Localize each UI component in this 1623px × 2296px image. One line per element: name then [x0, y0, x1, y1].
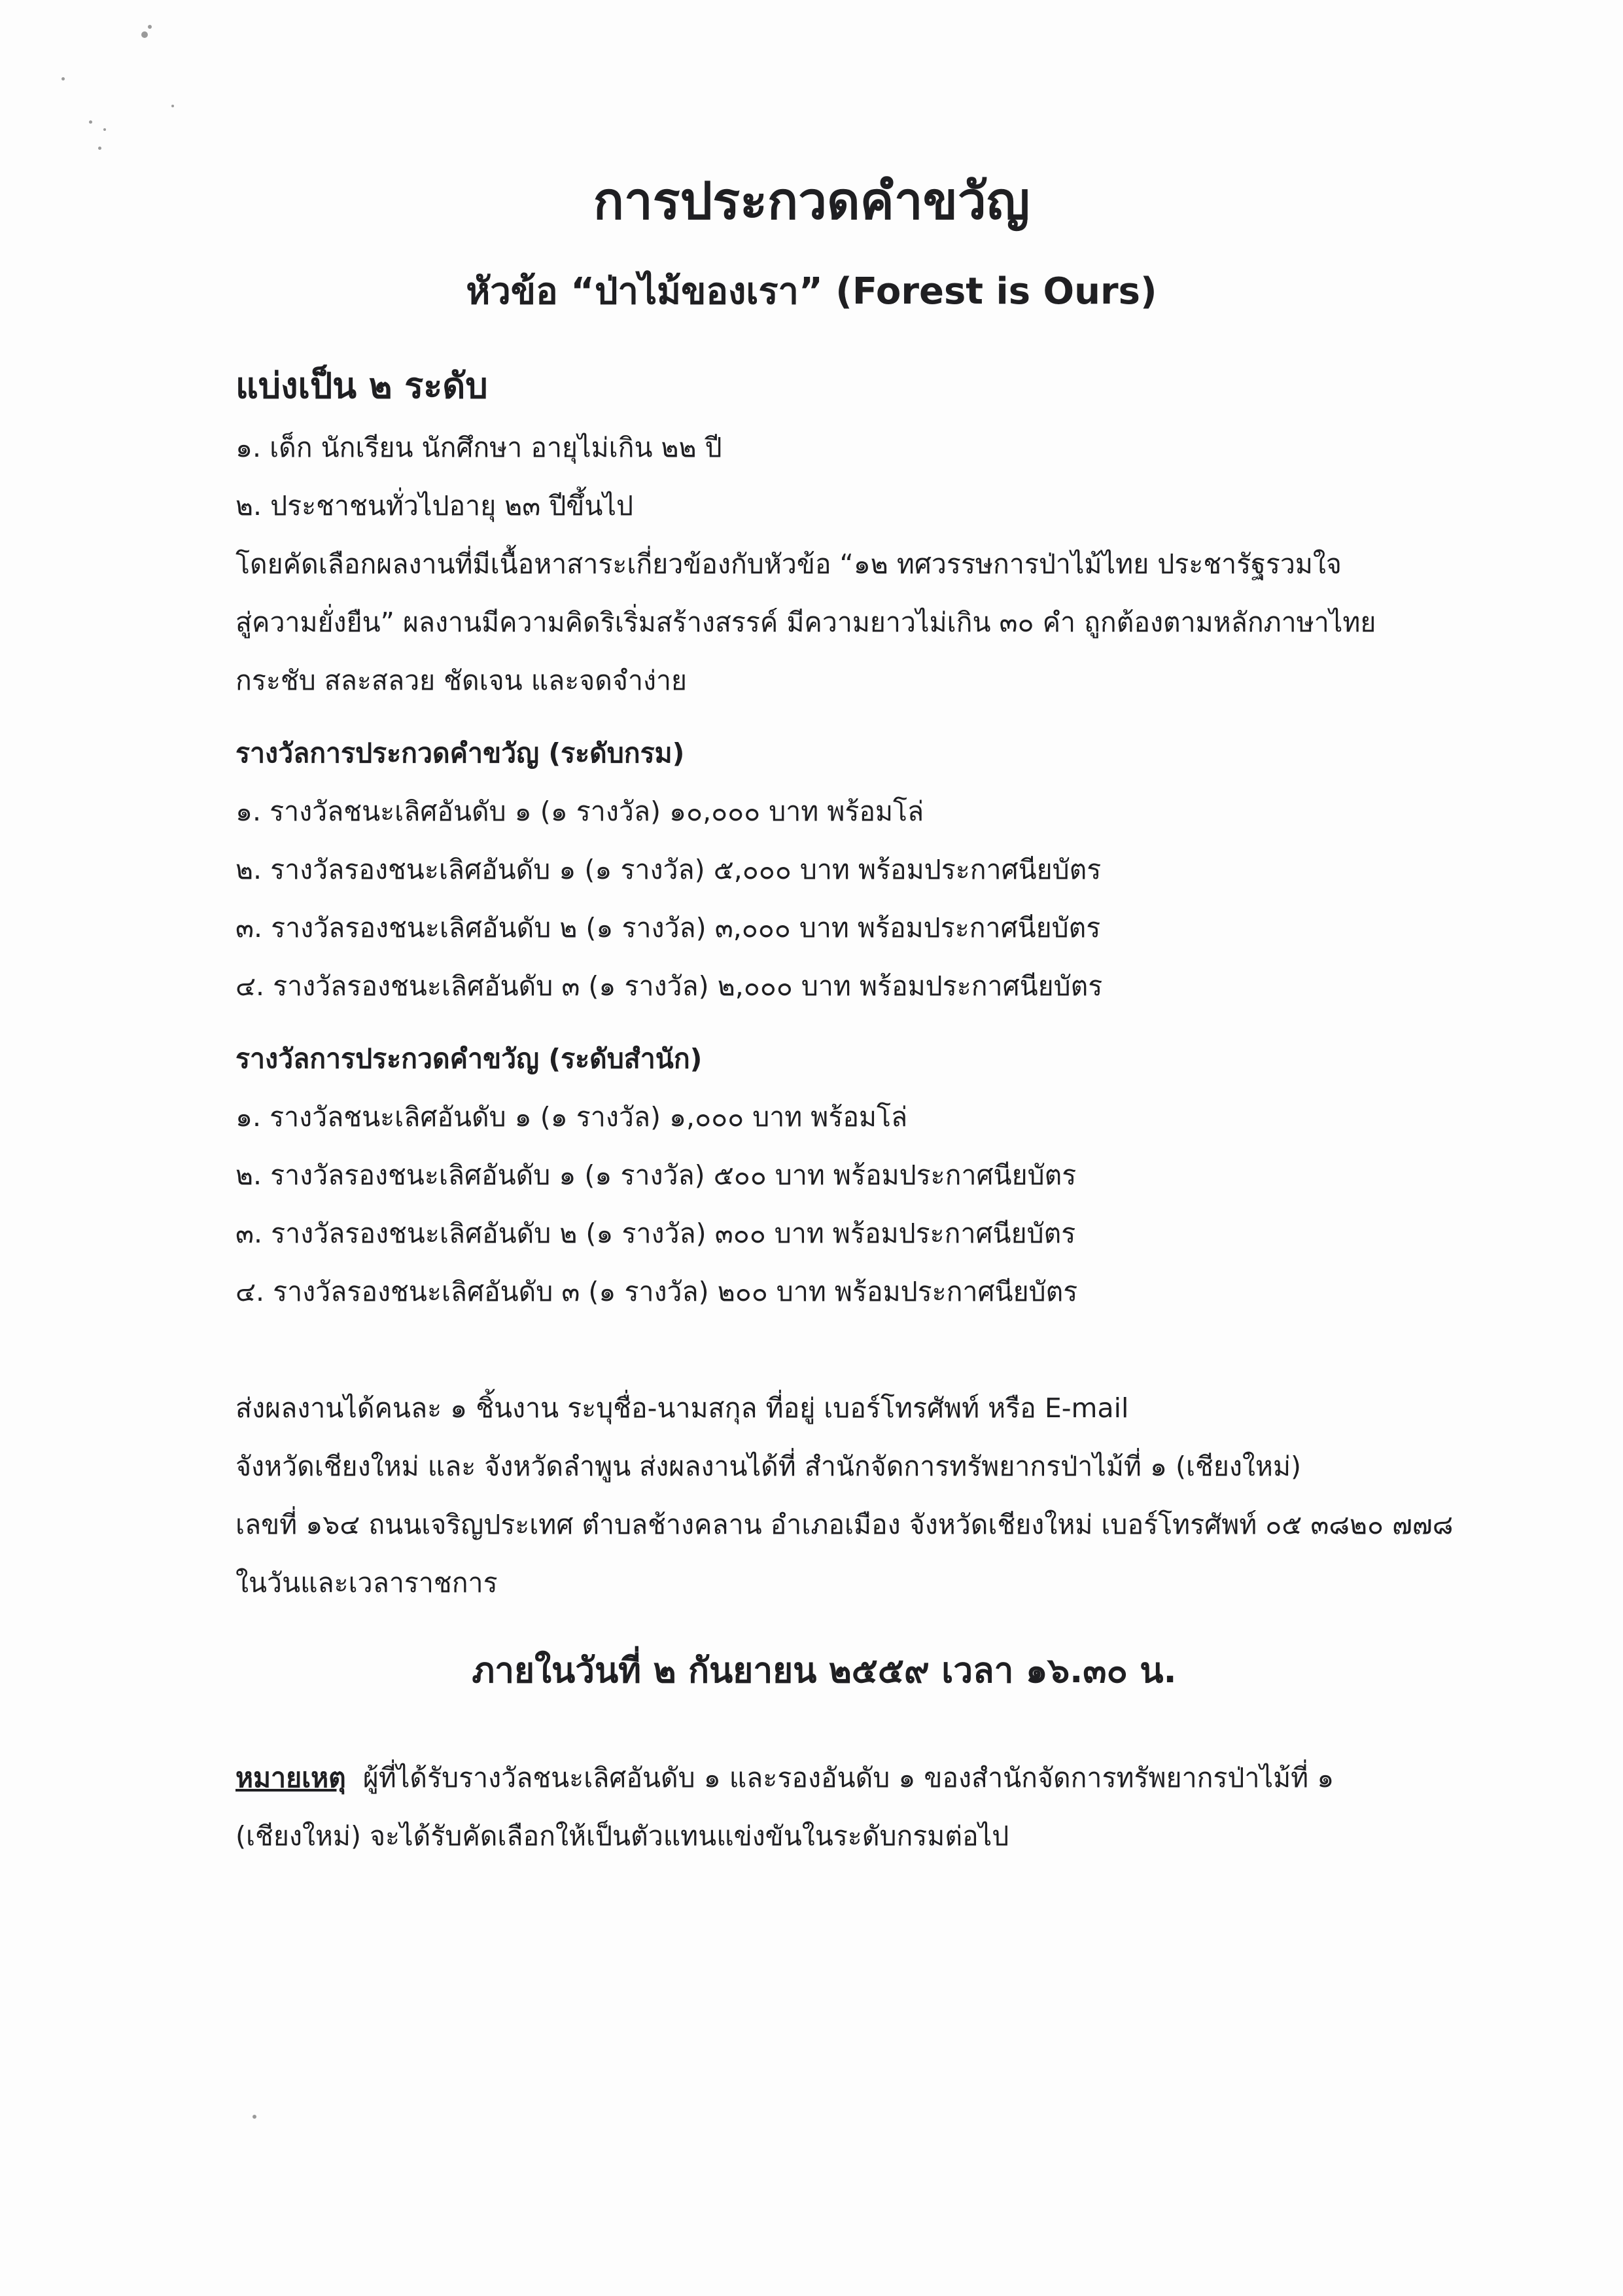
document-title: การประกวดคำขวัญ — [593, 172, 1030, 231]
note-line — [236, 1749, 1505, 1807]
office-prize-item: ๒. รางวัลรองชนะเลิศอันดับ ๑ (๑ รางวัล) ๕๐๐ บาท พร้อมประกาศนียบัตร — [236, 1159, 1077, 1191]
levels-heading: แบ่งเป็น ๒ ระดับ — [236, 365, 488, 406]
note-line: (เชียงใหม่) จะได้รับคัดเลือกให้เป็นตัวแทนแข่งขันในระดับกรมต่อไป — [236, 1820, 1009, 1852]
submission-line: ส่งผลงานได้คนละ ๑ ชิ้นงาน ระบุชื่อ-นามสกุล ที่อยู่ เบอร์โทรศัพท์ หรือ E-mail — [236, 1392, 1129, 1424]
department-prize-item: ๓. รางวัลรองชนะเลิศอันดับ ๒ (๑ รางวัล) ๓,๐๐๐ บาท พร้อมประกาศนียบัตร — [236, 912, 1101, 944]
department-prizes-heading: รางวัลการประกวดคำขวัญ (ระดับกรม) — [236, 737, 685, 769]
department-prize-item: ๑. รางวัลชนะเลิศอันดับ ๑ (๑ รางวัล) ๑๐,๐๐๐ บาท พร้อมโล่ — [236, 796, 924, 827]
document-body — [236, 353, 1505, 1865]
office-prize-item: ๔. รางวัลรองชนะเลิศอันดับ ๓ (๑ รางวัล) ๒๐๐ บาท พร้อมประกาศนียบัตร — [236, 1276, 1078, 1307]
document-subtitle: หัวข้อ “ป่าไม้ของเรา” (Forest is Ours) — [466, 270, 1157, 313]
office-prize-item: ๓. รางวัลรองชนะเลิศอันดับ ๒ (๑ รางวัล) ๓๐๐ บาท พร้อมประกาศนียบัตร — [236, 1218, 1076, 1249]
criteria-line: กระชับ สละสลวย ชัดเจน และจดจำง่าย — [236, 665, 688, 696]
submission-line: จังหวัดเชียงใหม่ และ จังหวัดลำพูน ส่งผลงานได้ที่ สำนักจัดการทรัพยากรป่าไม้ที่ ๑ (เชียงใหม่) — [236, 1451, 1301, 1482]
note-label: หมายเหตุ — [236, 1762, 346, 1793]
department-prize-item: ๒. รางวัลรองชนะเลิศอันดับ ๑ (๑ รางวัล) ๕,๐๐๐ บาท พร้อมประกาศนียบัตร — [236, 854, 1102, 885]
criteria-line: สู่ความยั่งยืน” ผลงานมีความคิดริเริ่มสร้างสรรค์ มีความยาวไม่เกิน ๓๐ คำ ถูกต้องตามหลักภาษาไทย — [236, 607, 1376, 638]
department-prize-item: ๔. รางวัลรองชนะเลิศอันดับ ๓ (๑ รางวัล) ๒,๐๐๐ บาท พร้อมประกาศนียบัตร — [236, 970, 1103, 1002]
level-item: ๒. ประชาชนทั่วไปอายุ ๒๓ ปีขึ้นไป — [236, 490, 634, 521]
level-item: ๑. เด็ก นักเรียน นักศึกษา อายุไม่เกิน ๒๒ ปี — [236, 432, 722, 463]
office-prize-item: ๑. รางวัลชนะเลิศอันดับ ๑ (๑ รางวัล) ๑,๐๐๐ บาท พร้อมโล่ — [236, 1101, 908, 1133]
submission-line: ในวันและเวลาราชการ — [236, 1567, 498, 1598]
deadline: ภายในวันที่ ๒ กันยายน ๒๕๕๙ เวลา ๑๖.๓๐ น. — [472, 1651, 1177, 1691]
office-prizes-heading: รางวัลการประกวดคำขวัญ (ระดับสำนัก) — [236, 1043, 703, 1074]
note-text: ผู้ที่ได้รับรางวัลชนะเลิศอันดับ ๑ และรองอันดับ ๑ ของสำนักจัดการทรัพยากรป่าไม้ที่ ๑ — [362, 1762, 1335, 1793]
submission-line: เลขที่ ๑๖๔ ถนนเจริญประเทศ ตำบลช้างคลาน อำเภอเมือง จังหวัดเชียงใหม่ เบอร์โทรศัพท์ ๐๕ ๓๘๒๐ ๗๗๘ — [236, 1509, 1454, 1540]
criteria-line: โดยคัดเลือกผลงานที่มีเนื้อหาสาระเกี่ยวข้องกับหัวข้อ “๑๒ ทศวรรษการป่าไม้ไทย ประชารัฐรวมใจ — [236, 548, 1342, 580]
